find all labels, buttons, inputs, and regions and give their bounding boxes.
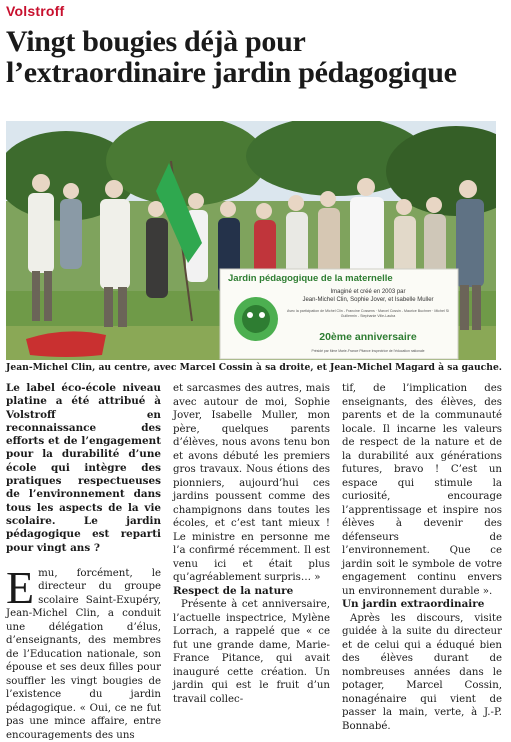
article-photo [6,121,496,360]
lede: Le label éco-école niveau platine a été attribué à Volstroff en reconnaissance des efforts et de l’engagement pour la durabilité d’une école qui intègre des pratiques respectueuses de l’environnement dans tous les aspects de la vie scolaire. Le jardin pédagogique est reparti pour vingt ans ? [6,382,161,554]
headline: Vingt bougies déjà pour l’extraordinaire jardin pédagogique [6,25,457,89]
sign-line1: Imaginé et créé en 2003 par [330,289,406,295]
sign-small: Avec la participation de Michel Clin - Francine Cossens · Marcel Cossin - Maurice Buchner · Michel Si Guillermin - Stephanie Ville-Lauba [287,309,449,318]
body-paragraph-4: tif, de l’implication des enseignants, des élèves, des parents et de la communauté locale. Il incarne les valeurs de respect de la nature et de la durabilité aux générations futures, bravo ! C’est un espace qui stimule la curiosité, encourage l’apprentissage et inspire nos élèves à devenir des défenseurs de l’environnement. Que ce jardin soit le symbole de votre engagement continu envers un environnement durable ». [342,383,502,597]
subheading-respect: Respect de la nature [173,584,294,597]
garden-sign [220,269,458,359]
body-intro [6,561,161,742]
body-paragraph-5: Après les discours, visite guidée à la suite du directeur et de celui qui a éduqué bien des élèves durant de nombreuses années dans le potager, Marcel Cossin, nonagénaire qui vient de passer la main, verte, à J.-P. Bonnabé. [342,612,502,732]
body-paragraph-1: mu, forcément, le directeur du groupe scolaire Saint-Exupéry, Jean-Michel Clin, a conduit une délégation d’élus, d’enseignants, des membres de l’Education nationale, son épouse et ses deux filles pour souffler les vingt bougies de l’existence du jardin pédagogique. « Oui, ce ne fut pas une mince affaire, entre encouragements des uns [6,567,161,741]
photo-caption: Jean-Michel Clin, au centre, avec Marcel Cossin à sa droite, et Jean-Michel Magard à sa gauche. [6,362,502,373]
sign-line2: Jean-Michel Clin, Sophie Jover, et Isabelle Muller [302,297,434,303]
subheading-jardin: Un jardin extraordinaire [342,598,485,610]
column-2 [173,382,330,706]
dropcap-letter: E [6,561,35,613]
sign-title: Jardin pédagogique de la maternelle [228,273,393,284]
sign-footer: Présidé par Mme Marie-France Pitance Inspectrice de l’éducation nationale [311,349,425,353]
body-paragraph-2: et sarcasmes des autres, mais avec autour de moi, Sophie Jover, Isabelle Muller, mon père, quelques parents d’élèves, nous avons tenu bon et avons débuté les premiers gros travaux. Nous étions des pionniers, aujourd’hui ces jardins poussent comme des champignons dans toutes les écoles, et c’est tant mieux ! Le ministre en personne me l’a confirmé récemment. Il est venu ici et était plus qu’agréablement surpris… » [173,383,330,583]
column-1 [6,382,161,742]
sign-anniversary: 20ème anniversaire [319,331,417,343]
body-paragraph-3: Présente à cet anniversaire, l’actuelle inspectrice, Mylène Lorrach, a rappelé que « ce fut une grande dame, Marie-France Pitance, qui avait inauguré cette création. Un jardin qui est le fruit d’un travail collec- [173,599,330,705]
section-kicker: Volstroff [6,3,65,19]
column-3 [342,382,502,733]
